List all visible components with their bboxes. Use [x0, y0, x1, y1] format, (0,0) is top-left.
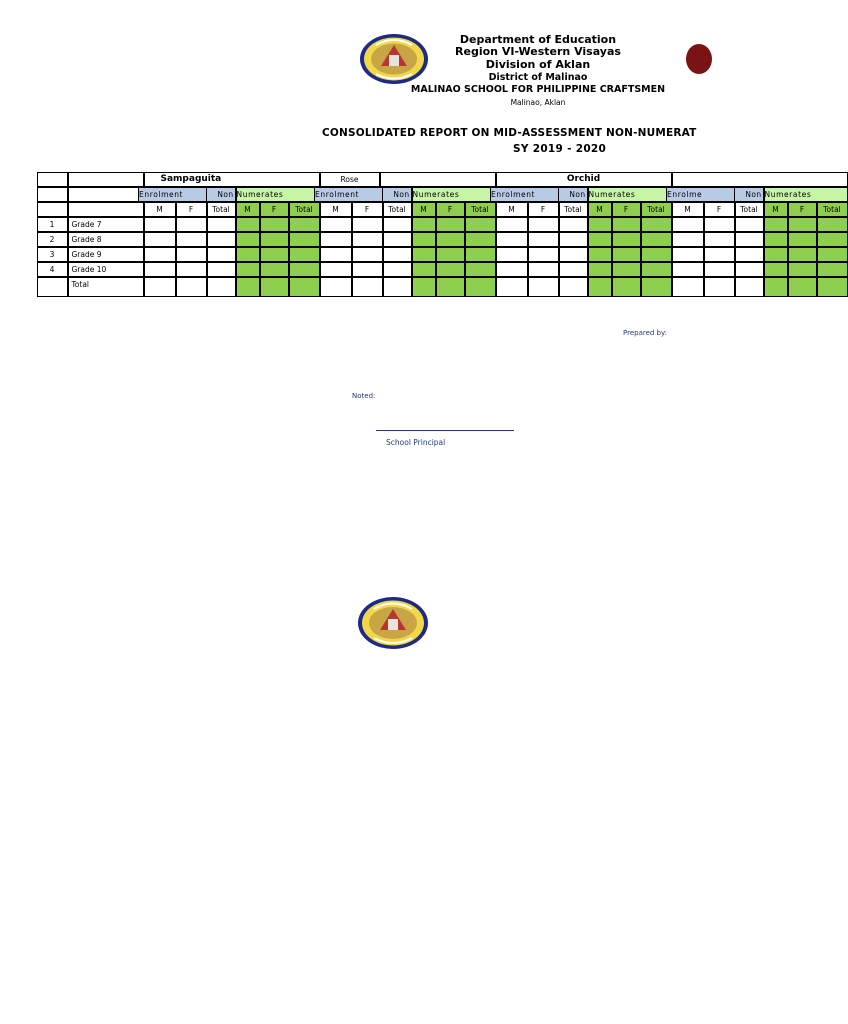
numerates-header: Numerates — [588, 187, 672, 202]
data-cell — [289, 277, 320, 297]
data-cell — [496, 262, 528, 277]
data-cell — [412, 277, 436, 297]
data-cell — [176, 247, 207, 262]
grade-label: Grade 9 — [68, 247, 144, 262]
non-numerates-table — [37, 172, 841, 297]
data-cell — [236, 247, 260, 262]
section-title: Orchid — [496, 172, 672, 187]
non-header: Non — [382, 187, 412, 202]
data-cell — [528, 277, 559, 297]
data-cell — [641, 217, 672, 232]
data-cell — [260, 217, 289, 232]
column-header: M — [236, 202, 260, 217]
data-cell — [641, 277, 672, 297]
data-cell — [352, 262, 383, 277]
district-name: District of Malinao — [488, 72, 588, 83]
data-cell — [436, 277, 465, 297]
data-cell — [704, 262, 735, 277]
data-cell — [735, 277, 764, 297]
column-header: Total — [289, 202, 320, 217]
data-cell — [612, 277, 641, 297]
principal-label: School Principal — [386, 438, 446, 447]
data-cell — [383, 247, 412, 262]
data-cell — [764, 262, 788, 277]
data-cell — [735, 232, 764, 247]
data-cell — [236, 262, 260, 277]
data-cell — [260, 262, 289, 277]
data-cell — [817, 277, 848, 297]
prepared-by-label: Prepared by: — [623, 329, 667, 337]
blank-cell — [380, 172, 496, 187]
data-cell — [528, 262, 559, 277]
column-header: M — [144, 202, 176, 217]
data-cell — [764, 277, 788, 297]
data-cell — [144, 277, 176, 297]
data-cell — [612, 232, 641, 247]
row-number: 4 — [37, 262, 68, 277]
data-cell — [465, 277, 496, 297]
data-cell — [236, 277, 260, 297]
data-cell — [704, 232, 735, 247]
data-cell — [289, 232, 320, 247]
column-header: F — [176, 202, 207, 217]
column-header: Total — [207, 202, 236, 217]
column-header: F — [612, 202, 641, 217]
data-cell — [436, 232, 465, 247]
division-name: Division of Aklan — [485, 58, 591, 71]
column-header: M — [672, 202, 704, 217]
blank-cell — [37, 202, 68, 217]
data-cell — [496, 247, 528, 262]
data-cell — [207, 262, 236, 277]
data-cell — [352, 217, 383, 232]
data-cell — [528, 217, 559, 232]
data-cell — [260, 232, 289, 247]
blank-cell — [37, 187, 68, 202]
column-header: M — [496, 202, 528, 217]
data-cell — [559, 262, 588, 277]
noted-label: Noted: — [352, 392, 376, 400]
data-cell — [352, 277, 383, 297]
numerates-header: Numerates — [764, 187, 848, 202]
report-title: CONSOLIDATED REPORT ON MID-ASSESSMENT NON-NUMERAT — [322, 127, 697, 139]
school-name: MALINAO SCHOOL FOR PHILIPPINE CRAFTSMEN — [410, 84, 666, 95]
data-cell — [352, 247, 383, 262]
data-cell — [704, 247, 735, 262]
blank-cell — [672, 172, 848, 187]
enrolment-header: Enrolment — [138, 187, 236, 202]
data-cell — [289, 247, 320, 262]
data-cell — [588, 247, 612, 262]
data-cell — [817, 217, 848, 232]
data-cell — [320, 262, 352, 277]
data-cell — [559, 277, 588, 297]
column-header: F — [260, 202, 289, 217]
column-header: F — [352, 202, 383, 217]
deped-seal-icon — [357, 596, 429, 650]
column-header: M — [588, 202, 612, 217]
data-cell — [383, 217, 412, 232]
data-cell — [144, 247, 176, 262]
data-cell — [817, 232, 848, 247]
data-cell — [588, 262, 612, 277]
data-cell — [176, 262, 207, 277]
data-cell — [735, 217, 764, 232]
column-header: Total — [817, 202, 848, 217]
row-number: 3 — [37, 247, 68, 262]
data-cell — [817, 247, 848, 262]
grade-label: Grade 10 — [68, 262, 144, 277]
data-cell — [176, 217, 207, 232]
blank-cell — [68, 202, 144, 217]
data-cell — [641, 247, 672, 262]
column-header: F — [436, 202, 465, 217]
total-label: Total — [68, 277, 144, 297]
data-cell — [320, 247, 352, 262]
data-cell — [260, 277, 289, 297]
data-cell — [412, 247, 436, 262]
blank-cell — [37, 277, 68, 297]
data-cell — [320, 217, 352, 232]
data-cell — [672, 232, 704, 247]
row-number: 2 — [37, 232, 68, 247]
data-cell — [436, 247, 465, 262]
data-cell — [207, 232, 236, 247]
data-cell — [320, 277, 352, 297]
data-cell — [496, 277, 528, 297]
column-header: Total — [559, 202, 588, 217]
data-cell — [764, 217, 788, 232]
data-cell — [412, 232, 436, 247]
data-cell — [496, 217, 528, 232]
data-cell — [788, 217, 817, 232]
data-cell — [465, 217, 496, 232]
data-cell — [588, 277, 612, 297]
data-cell — [207, 217, 236, 232]
data-cell — [788, 232, 817, 247]
data-cell — [672, 277, 704, 297]
non-header: Non — [558, 187, 588, 202]
data-cell — [672, 217, 704, 232]
data-cell — [764, 232, 788, 247]
data-cell — [528, 247, 559, 262]
data-cell — [144, 262, 176, 277]
data-cell — [144, 217, 176, 232]
blank-cell — [68, 172, 144, 187]
data-cell — [289, 262, 320, 277]
data-cell — [559, 247, 588, 262]
data-cell — [176, 232, 207, 247]
column-header: Total — [383, 202, 412, 217]
data-cell — [207, 277, 236, 297]
non-header: Non — [206, 187, 236, 202]
grade-label: Grade 7 — [68, 217, 144, 232]
row-number: 1 — [37, 217, 68, 232]
data-cell — [412, 262, 436, 277]
data-cell — [236, 232, 260, 247]
data-cell — [207, 247, 236, 262]
data-cell — [465, 262, 496, 277]
data-cell — [788, 247, 817, 262]
column-header: F — [528, 202, 559, 217]
data-cell — [383, 262, 412, 277]
column-header: F — [788, 202, 817, 217]
data-cell — [612, 247, 641, 262]
section-title: Rose — [320, 172, 380, 187]
numerates-header: Numerates — [236, 187, 320, 202]
data-cell — [528, 232, 559, 247]
data-cell — [588, 217, 612, 232]
numerates-header: Numerates — [412, 187, 496, 202]
data-cell — [496, 232, 528, 247]
data-cell — [612, 262, 641, 277]
data-cell — [465, 232, 496, 247]
data-cell — [588, 232, 612, 247]
data-cell — [788, 277, 817, 297]
blank-cell — [68, 187, 144, 202]
data-cell — [412, 217, 436, 232]
data-cell — [236, 217, 260, 232]
data-cell — [788, 262, 817, 277]
data-cell — [260, 247, 289, 262]
data-cell — [764, 247, 788, 262]
region-name: Region VI-Western Visayas — [455, 45, 621, 58]
data-cell — [704, 217, 735, 232]
data-cell — [383, 277, 412, 297]
data-cell — [176, 277, 207, 297]
data-cell — [735, 247, 764, 262]
column-header: M — [320, 202, 352, 217]
data-cell — [465, 247, 496, 262]
data-cell — [559, 232, 588, 247]
data-cell — [672, 262, 704, 277]
data-cell — [144, 232, 176, 247]
school-address: Malinao, Aklan — [510, 98, 566, 107]
school-year: SY 2019 - 2020 — [513, 143, 607, 155]
enrolment-header: Enrolme — [666, 187, 764, 202]
non-header: Non — [734, 187, 764, 202]
data-cell — [320, 232, 352, 247]
column-header: M — [412, 202, 436, 217]
signature-line — [376, 430, 514, 431]
column-header: Total — [641, 202, 672, 217]
enrolment-header: Enrolment — [490, 187, 588, 202]
data-cell — [383, 232, 412, 247]
column-header: F — [704, 202, 735, 217]
department-name: Department of Education — [459, 33, 617, 46]
data-cell — [289, 217, 320, 232]
data-cell — [436, 262, 465, 277]
column-header: Total — [735, 202, 764, 217]
column-header: M — [764, 202, 788, 217]
section-title: Sampaguita — [144, 172, 320, 187]
data-cell — [735, 262, 764, 277]
data-cell — [672, 247, 704, 262]
column-header: Total — [465, 202, 496, 217]
data-cell — [817, 262, 848, 277]
enrolment-header: Enrolment — [314, 187, 412, 202]
grade-label: Grade 8 — [68, 232, 144, 247]
data-cell — [436, 217, 465, 232]
data-cell — [559, 217, 588, 232]
data-cell — [641, 232, 672, 247]
data-cell — [352, 232, 383, 247]
data-cell — [641, 262, 672, 277]
data-cell — [704, 277, 735, 297]
blank-cell — [37, 172, 68, 187]
data-cell — [612, 217, 641, 232]
